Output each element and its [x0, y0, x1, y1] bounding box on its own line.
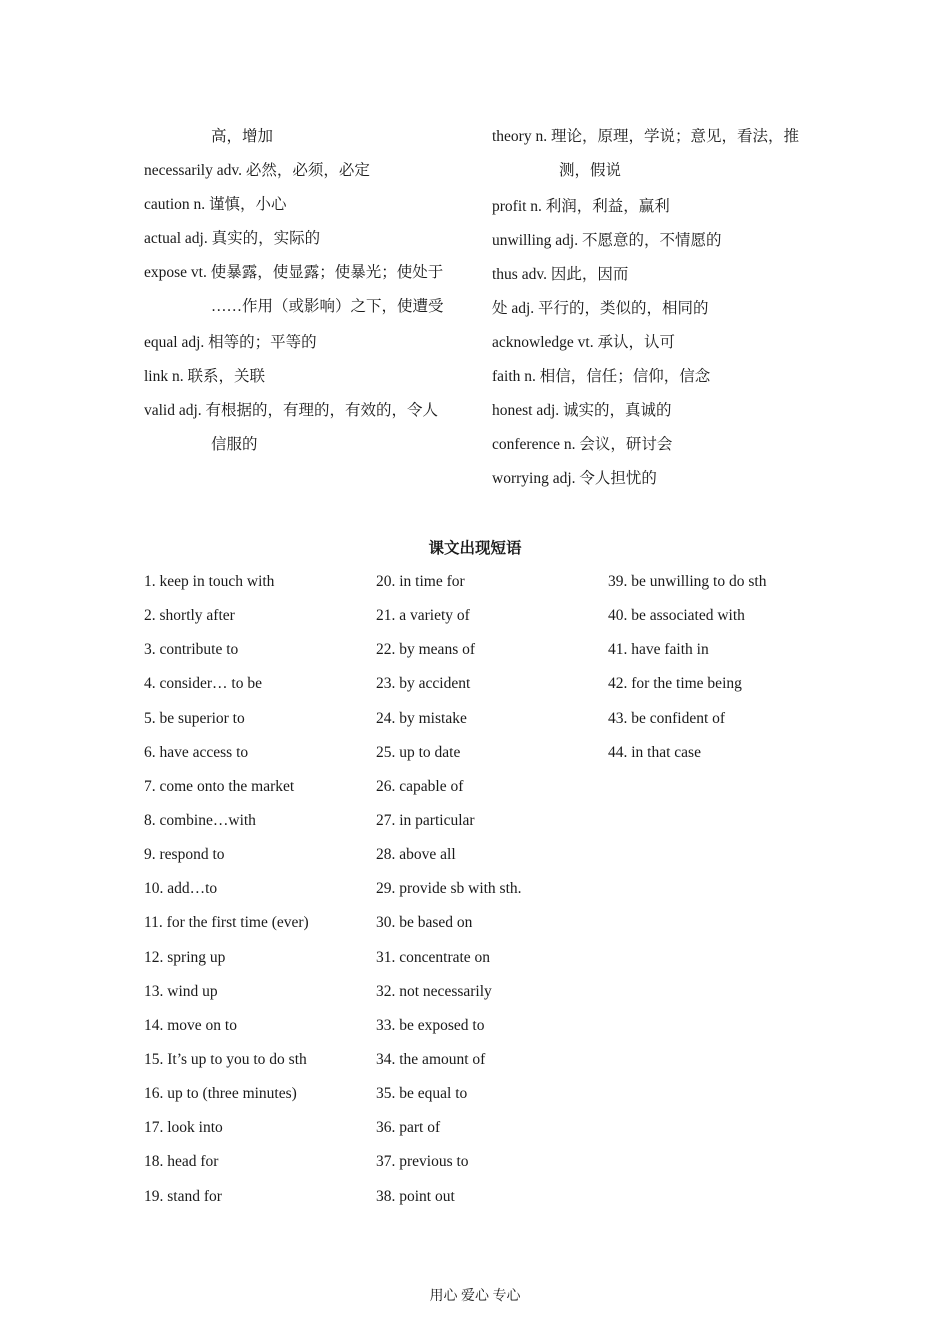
vocabulary-entry: [492, 428, 812, 462]
phrase-item: 12. spring up: [144, 948, 226, 966]
vocabulary-entry: [144, 120, 464, 154]
vocabulary-entry: [144, 394, 464, 464]
phrases-column-2: [376, 565, 522, 1214]
phrase-item: 3. contribute to: [144, 641, 239, 659]
vocabulary-entry-text: honest adj. 诚实的，真诚的: [492, 402, 672, 419]
vocabulary-entry-text: theory n. 理论，原理，学说；意见，看法，推: [492, 128, 799, 145]
phrase-item: 26. capable of: [376, 777, 464, 795]
phrase-item: 22. by means of: [376, 641, 476, 659]
phrase-item: 34. the amount of: [376, 1050, 486, 1068]
phrase-item: 11. for the first time (ever): [144, 914, 309, 932]
vocabulary-entry-continuation: 高，增加: [211, 128, 274, 145]
vocabulary-left-column: [144, 120, 464, 464]
vocabulary-entry: [492, 360, 812, 394]
phrase-item: 31. concentrate on: [376, 948, 491, 966]
phrase-item: 32. not necessarily: [376, 982, 492, 1000]
vocabulary-entry-text: worrying adj. 令人担忧的: [492, 470, 657, 487]
phrases-column-3: [608, 565, 766, 770]
phrase-item: 43. be confident of: [608, 709, 726, 727]
page-footer: 用心 爱心 专心: [429, 1289, 521, 1304]
phrase-item: 35. be equal to: [376, 1085, 468, 1103]
vocabulary-right-column: [492, 120, 812, 496]
phrase-item: 39. be unwilling to do sth: [608, 573, 767, 590]
phrase-item: 27. in particular: [376, 811, 475, 829]
vocabulary-entry: [492, 462, 812, 496]
vocabulary-entry: [492, 190, 812, 224]
phrase-item: 19. stand for: [144, 1187, 222, 1205]
vocabulary-entry-text: expose vt. 使暴露，使显露；使暴光；使处于: [144, 264, 444, 281]
phrase-item: 38. point out: [376, 1187, 455, 1205]
phrase-item: 10. add…to: [144, 880, 218, 898]
phrase-item: 17. look into: [144, 1119, 223, 1137]
phrase-item: 21. a variety of: [376, 607, 470, 625]
vocabulary-entry: [144, 222, 464, 256]
vocabulary-entry-text: necessarily adv. 必然，必须，必定: [144, 162, 370, 179]
vocabulary-entry: [492, 326, 812, 360]
phrase-item: 44. in that case: [608, 743, 701, 761]
vocabulary-entry-continuation: 测，假说: [559, 162, 622, 179]
vocabulary-entry: [144, 188, 464, 222]
phrase-item: 14. move on to: [144, 1016, 237, 1034]
phrase-item: 6. have access to: [144, 743, 249, 761]
vocabulary-entry-text: faith n. 相信，信任；信仰，信念: [492, 368, 711, 385]
phrase-item: 23. by accident: [376, 675, 471, 693]
phrases-title: 课文出现短语: [428, 540, 522, 557]
phrase-item: 2. shortly after: [144, 607, 235, 625]
vocabulary-entry-text: profit n. 利润，利益，赢利: [492, 198, 670, 215]
vocabulary-entry: [492, 224, 812, 258]
phrase-item: 1. keep in touch with: [144, 573, 275, 590]
phrase-item: 18. head for: [144, 1153, 219, 1171]
vocabulary-entry: [492, 394, 812, 428]
vocabulary-entry-text: valid adj. 有根据的，有理的，有效的，令人: [144, 402, 439, 419]
vocabulary-entry: [492, 258, 812, 292]
phrase-item: 33. be exposed to: [376, 1016, 485, 1034]
vocabulary-entry-text: actual adj. 真实的，实际的: [144, 230, 321, 247]
vocabulary-entry: [492, 120, 812, 190]
vocabulary-entry-text: thus adv. 因此，因而: [492, 266, 629, 283]
phrase-item: 29. provide sb with sth.: [376, 880, 522, 898]
vocabulary-entry-text: 处 adj. 平行的，类似的，相同的: [492, 300, 709, 317]
phrase-item: 16. up to (three minutes): [144, 1085, 297, 1103]
vocabulary-entry-text: link n. 联系，关联: [144, 368, 265, 385]
phrase-item: 36. part of: [376, 1119, 441, 1137]
phrase-item: 41. have faith in: [608, 641, 709, 659]
vocabulary-entry: [492, 292, 812, 326]
vocabulary-entry-continuation: ……作用（或影响）之下，使遭受: [211, 298, 444, 315]
vocabulary-entry-text: conference n. 会议，研讨会: [492, 436, 673, 453]
phrase-item: 15. It’s up to you to do sth: [144, 1050, 307, 1068]
phrase-item: 25. up to date: [376, 743, 461, 761]
phrase-item: 7. come onto the market: [144, 777, 295, 795]
phrase-item: 5. be superior to: [144, 709, 245, 727]
vocabulary-entry: [144, 256, 464, 326]
vocabulary-entry-continuation: 信服的: [211, 436, 258, 453]
vocabulary-entry: [144, 360, 464, 394]
vocabulary-entry-text: caution n. 谨慎，小心: [144, 196, 287, 213]
vocabulary-entry-text: equal adj. 相等的；平等的: [144, 334, 317, 351]
vocabulary-entry: [144, 326, 464, 360]
vocabulary-entry: [144, 154, 464, 188]
phrase-item: 20. in time for: [376, 573, 465, 590]
phrase-item: 9. respond to: [144, 846, 225, 864]
phrase-item: 4. consider… to be: [144, 675, 262, 693]
vocabulary-entry-text: acknowledge vt. 承认，认可: [492, 334, 675, 351]
phrase-item: 30. be based on: [376, 914, 473, 932]
phrase-item: 37. previous to: [376, 1153, 469, 1171]
phrases-column-1: [144, 565, 309, 1214]
phrase-item: 28. above all: [376, 846, 456, 864]
vocabulary-entry-text: unwilling adj. 不愿意的，不情愿的: [492, 232, 722, 249]
phrase-item: 40. be associated with: [608, 607, 745, 625]
phrase-item: 24. by mistake: [376, 709, 467, 727]
phrase-item: 8. combine…with: [144, 811, 256, 829]
phrase-item: 13. wind up: [144, 982, 218, 1000]
phrase-item: 42. for the time being: [608, 675, 742, 693]
